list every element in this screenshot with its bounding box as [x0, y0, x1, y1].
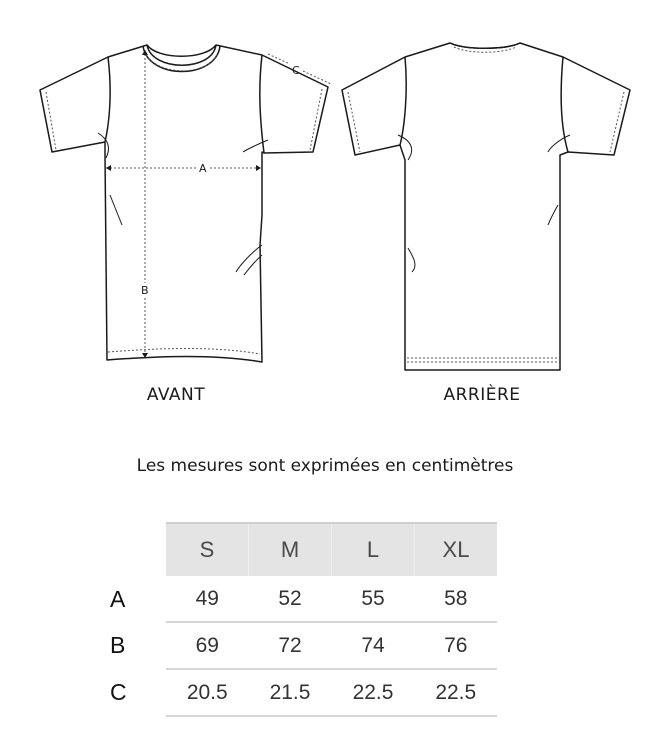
row-label-a: A [110, 585, 126, 612]
dimension-a-label: A [199, 162, 207, 175]
table-cell: 76 [415, 622, 498, 669]
row-label-b: B [110, 632, 126, 658]
size-header-row [98, 523, 497, 576]
dimension-c-label: C [292, 64, 300, 77]
table-cell: 55 [332, 576, 415, 622]
table-cell: 49 [166, 576, 249, 622]
table-cell: 20.5 [166, 669, 249, 716]
table-row [98, 576, 497, 622]
front-shirt-outline [40, 45, 328, 362]
table-cell: 52 [249, 576, 332, 622]
size-table [98, 522, 497, 717]
size-header-l: L [332, 523, 415, 576]
table-cell: 69 [166, 622, 249, 669]
back-view-label: ARRIÈRE [443, 385, 521, 405]
back-shirt-outline [342, 43, 630, 370]
dimension-b-label: B [141, 284, 149, 297]
front-collar [147, 45, 216, 65]
table-cell: 21.5 [249, 669, 332, 716]
table-row [98, 669, 497, 716]
back-shirt-illustration [330, 0, 650, 385]
table-row [98, 622, 497, 669]
front-view-label: AVANT [146, 385, 206, 405]
table-cell: 58 [415, 576, 498, 622]
table-cell: 22.5 [415, 669, 498, 716]
size-header-m: M [249, 523, 332, 576]
row-label-c: C [110, 679, 127, 705]
size-header-s: S [166, 523, 249, 576]
table-cell: 22.5 [332, 669, 415, 716]
table-cell: 72 [249, 622, 332, 669]
table-corner [98, 523, 166, 576]
size-header-xl: XL [415, 523, 498, 576]
front-shirt-illustration [0, 0, 340, 385]
table-cell: 74 [332, 622, 415, 669]
measurement-note: Les mesures sont exprimées en centimètres [136, 456, 514, 476]
back-collar [450, 43, 520, 48]
